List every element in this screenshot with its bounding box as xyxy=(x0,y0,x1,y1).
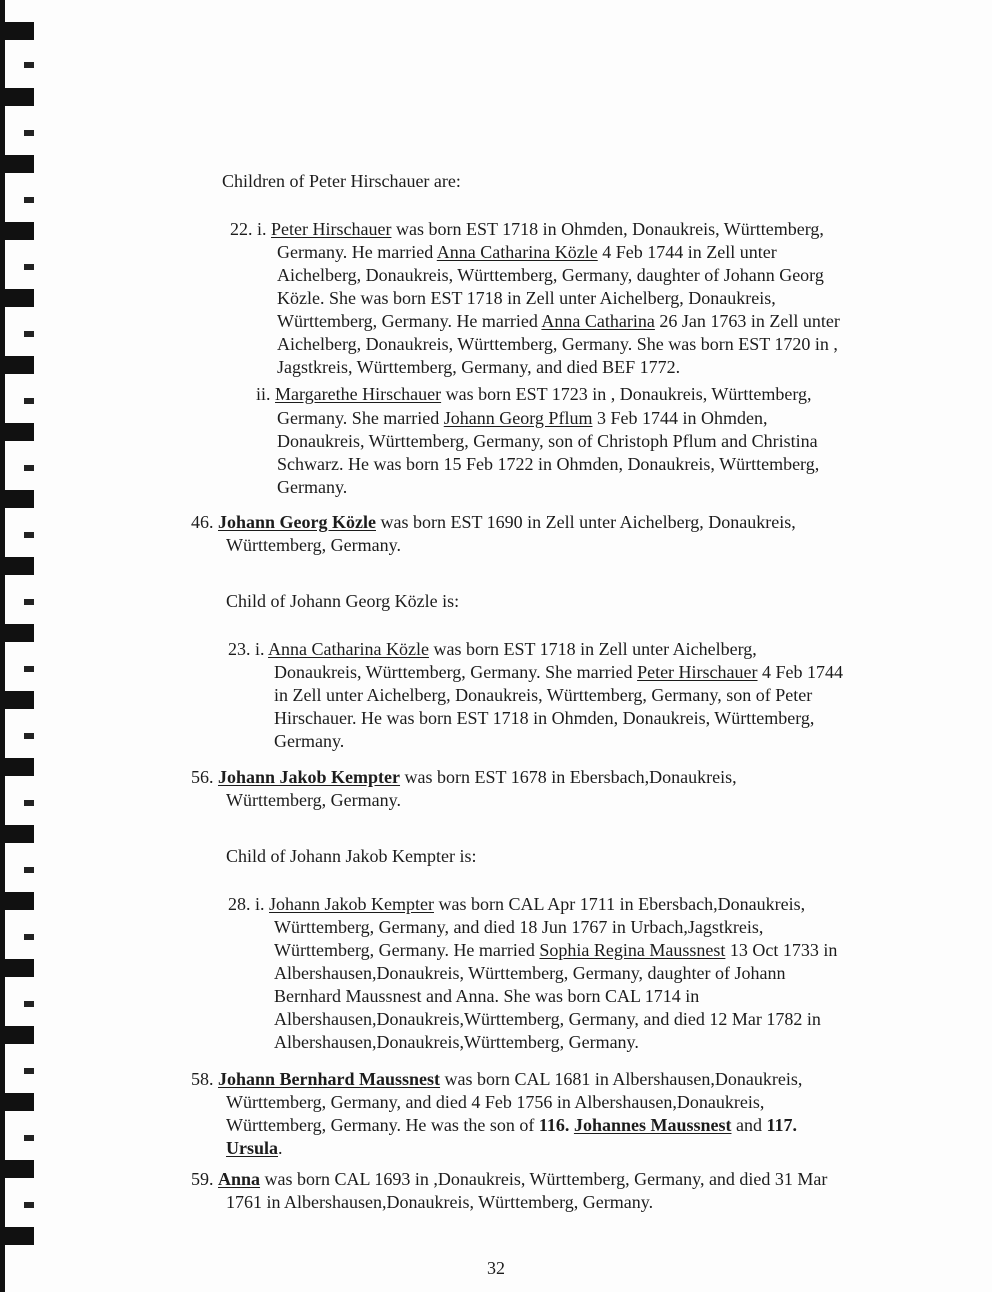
spiral-binding xyxy=(0,0,40,1292)
binding-tick xyxy=(24,867,34,873)
person-link[interactable]: Margarethe Hirschauer xyxy=(275,384,442,404)
entry-line xyxy=(191,511,796,535)
entry-line: Schwarz. He was born 15 Feb 1722 in Ohmden, Donaukreis, Württemberg, xyxy=(277,454,820,474)
entry-line: Közle. She was born EST 1718 in Zell unter Aichelberg, Donaukreis, xyxy=(277,288,776,308)
binding-ring xyxy=(0,1227,34,1245)
binding-tick xyxy=(24,398,34,404)
binding-ring xyxy=(0,423,34,441)
person-link[interactable]: Johann Jakob Kempter xyxy=(218,767,401,787)
entry-line: Albershausen,Donaukreis, Württemberg, Germany, daughter of Johann xyxy=(274,963,786,983)
entry-roman: i. xyxy=(257,219,267,239)
entry-number: 56. xyxy=(191,767,214,787)
binding-tick xyxy=(24,1135,34,1141)
entry-text: Württemberg, Germany. He married xyxy=(277,311,538,331)
entry-line: Germany. xyxy=(277,477,348,497)
page-number: 32 xyxy=(487,1258,505,1278)
person-link[interactable]: Anna Catharina Közle xyxy=(268,639,429,659)
person-link[interactable]: Peter Hirschauer xyxy=(637,662,758,682)
entry-line xyxy=(228,893,805,917)
binding-tick xyxy=(24,666,34,672)
entry-line: 1761 in Albershausen,Donaukreis, Württemberg, Germany. xyxy=(226,1192,654,1212)
entry-text: Württemberg, Germany. He was the son of xyxy=(226,1115,535,1135)
binding-ring xyxy=(0,1026,34,1044)
entry-text: and xyxy=(735,1115,762,1135)
entry-roman: i. xyxy=(255,639,265,659)
entry-line xyxy=(226,1114,797,1138)
binding-tick xyxy=(24,532,34,538)
entry-line: Germany. xyxy=(274,731,345,751)
binding-ring xyxy=(0,1160,34,1178)
binding-tick xyxy=(24,800,34,806)
binding-tick xyxy=(24,1001,34,1007)
binding-tick xyxy=(24,331,34,337)
entry-text: was born CAL Apr 1711 in Ebersbach,Donaukreis, xyxy=(438,894,806,914)
binding-ring xyxy=(0,222,34,240)
entry-line: Württemberg, Germany, and died 18 Jun 1767 in Urbach,Jagstkreis, xyxy=(274,917,764,937)
entry-text: Donaukreis, Württemberg, Germany. She married xyxy=(274,662,633,682)
binding-ring xyxy=(0,959,34,977)
entry-line xyxy=(191,1168,827,1192)
binding-ring xyxy=(0,624,34,642)
person-link[interactable]: Anna Catharina xyxy=(541,311,655,331)
reference-number: 116. xyxy=(538,1115,570,1135)
binding-ring xyxy=(0,825,34,843)
person-link[interactable]: Peter Hirschauer xyxy=(271,219,392,239)
binding-tick xyxy=(24,1202,34,1208)
entry-text: 4 Feb 1744 xyxy=(762,662,844,682)
entry-line xyxy=(228,638,757,662)
entry-number: 22. xyxy=(230,219,253,239)
binding-tick xyxy=(24,264,34,270)
binding-ring xyxy=(0,289,34,307)
entry-text: 4 Feb 1744 in Zell unter xyxy=(602,242,777,262)
section-heading: Child of Johann Georg Közle is: xyxy=(226,591,460,611)
entry-number: 58. xyxy=(191,1069,214,1089)
entry-text: was born CAL 1693 in ,Donaukreis, Württemberg, Germany, and died 31 Mar xyxy=(264,1169,828,1189)
entry-text: 13 Oct 1733 in xyxy=(729,940,838,960)
binding-ring xyxy=(0,356,34,374)
entry-roman: ii. xyxy=(256,384,271,404)
person-link[interactable]: Johann Bernhard Maussnest xyxy=(218,1069,441,1089)
binding-tick xyxy=(24,599,34,605)
person-link[interactable]: Sophia Regina Maussnest xyxy=(539,940,726,960)
binding-tick xyxy=(24,934,34,940)
entry-text: was born EST 1723 in , Donaukreis, Württemberg, xyxy=(445,384,812,404)
entry-text: Germany. She married xyxy=(277,408,440,428)
person-link[interactable]: Ursula xyxy=(226,1138,279,1158)
entry-number: 59. xyxy=(191,1169,214,1189)
entry-text: was born EST 1718 in Zell unter Aichelberg, xyxy=(433,639,757,659)
person-link[interactable]: Johann Georg Közle xyxy=(218,512,376,532)
binding-tick xyxy=(24,733,34,739)
person-link[interactable]: Johannes Maussnest xyxy=(573,1115,732,1135)
entry-line xyxy=(226,1137,283,1161)
binding-tick xyxy=(24,465,34,471)
person-link[interactable]: Anna Catharina Közle xyxy=(436,242,598,262)
entry-line: Württemberg, Germany, and died 4 Feb 1756 in Albershausen,Donaukreis, xyxy=(226,1092,765,1112)
entry-text: was born EST 1678 in Ebersbach,Donaukreis, xyxy=(404,767,737,787)
person-link[interactable]: Anna xyxy=(218,1169,261,1189)
entry-line xyxy=(191,1068,802,1092)
entry-line: in Zell unter Aichelberg, Donaukreis, Württemberg, Germany, son of Peter xyxy=(274,685,813,705)
entry-text: was born EST 1718 in Ohmden, Donaukreis, Württemberg, xyxy=(395,219,824,239)
entry-line xyxy=(191,766,737,790)
binding-tick xyxy=(24,197,34,203)
entry-line: Aichelberg, Donaukreis, Württemberg, Germany. She was born EST 1720 in , xyxy=(277,334,838,354)
entry-line: Württemberg, Germany. xyxy=(226,790,401,810)
entry-number: 46. xyxy=(191,512,214,532)
entry-text: . xyxy=(278,1138,283,1158)
reference-number: 117. xyxy=(766,1115,797,1135)
entry-line xyxy=(274,661,843,685)
binding-ring xyxy=(0,557,34,575)
entry-line xyxy=(277,241,777,265)
entry-line: Württemberg, Germany. xyxy=(226,535,401,555)
entry-line: Albershausen,Donaukreis,Württemberg, Germany. xyxy=(274,1032,639,1052)
entry-line: Albershausen,Donaukreis,Württemberg, Germany, and died 12 Mar 1782 in xyxy=(274,1009,821,1029)
binding-ring xyxy=(0,892,34,910)
entry-line: Aichelberg, Donaukreis, Württemberg, Germany, daughter of Johann Georg xyxy=(277,265,824,285)
entry-text: was born EST 1690 in Zell unter Aichelberg, Donaukreis, xyxy=(380,512,796,532)
entry-line: Hirschauer. He was born EST 1718 in Ohmden, Donaukreis, Württemberg, xyxy=(274,708,815,728)
binding-ring xyxy=(0,22,34,40)
binding-ring xyxy=(0,155,34,173)
binding-tick xyxy=(24,130,34,136)
person-link[interactable]: Johann Georg Pflum xyxy=(443,408,593,428)
binding-ring xyxy=(0,1093,34,1111)
entry-line xyxy=(256,383,812,407)
entry-line: Bernhard Maussnest and Anna. She was born CAL 1714 in xyxy=(274,986,700,1006)
entry-number: 28. xyxy=(228,894,251,914)
entry-text: 3 Feb 1744 in Ohmden, xyxy=(596,408,768,428)
entry-number: 23. xyxy=(228,639,251,659)
entry-line xyxy=(277,407,767,431)
binding-ring xyxy=(0,758,34,776)
person-link[interactable]: Johann Jakob Kempter xyxy=(269,894,434,914)
entry-roman: i. xyxy=(255,894,265,914)
entry-line xyxy=(230,218,824,242)
binding-tick xyxy=(24,1068,34,1074)
entry-text: was born CAL 1681 in Albershausen,Donaukreis, xyxy=(444,1069,803,1089)
entry-line xyxy=(274,939,837,963)
binding-ring xyxy=(0,88,34,106)
binding-ring xyxy=(0,490,34,508)
binding-ring xyxy=(0,691,34,709)
entry-line: Donaukreis, Württemberg, Germany, son of Christoph Pflum and Christina xyxy=(277,431,818,451)
entry-text: Württemberg, Germany. He married xyxy=(274,940,535,960)
entry-text: Germany. He married xyxy=(277,242,434,262)
entry-line xyxy=(277,310,840,334)
entry-text: 26 Jan 1763 in Zell unter xyxy=(659,311,840,331)
section-heading: Children of Peter Hirschauer are: xyxy=(222,171,461,191)
section-heading: Child of Johann Jakob Kempter is: xyxy=(226,846,477,866)
entry-line: Jagstkreis, Württemberg, Germany, and died BEF 1772. xyxy=(277,357,681,377)
binding-tick xyxy=(24,62,34,68)
